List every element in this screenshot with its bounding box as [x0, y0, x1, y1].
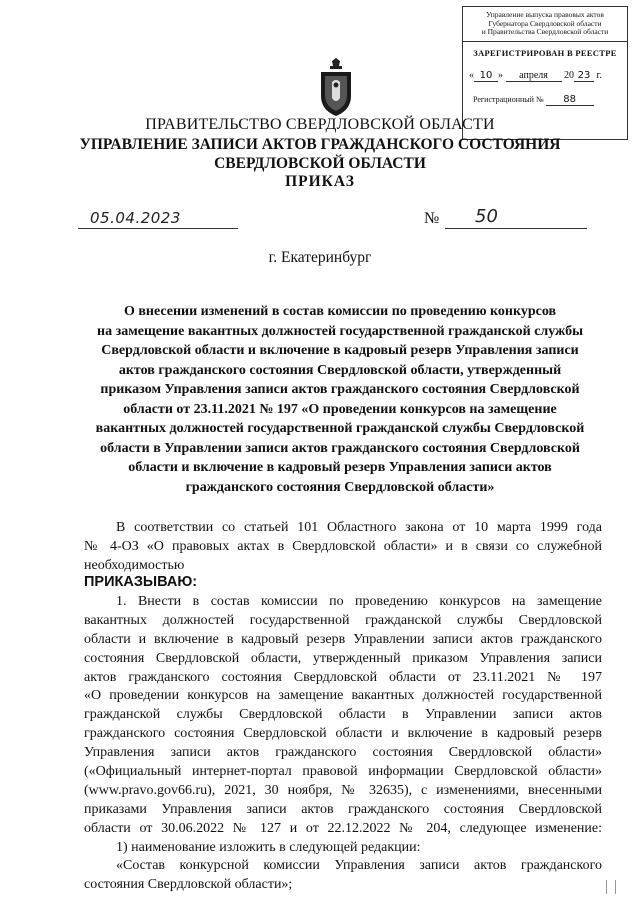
stamp-header-line: Губернатора Свердловской области	[488, 18, 602, 28]
stamp-day: 10	[474, 70, 498, 82]
item-line: («Официальный интернет-портал правовой информации Свердловской области»	[84, 764, 602, 780]
title-line: О внесении изменений в состав комиссии по проведению конкурсов	[123, 304, 557, 319]
title-line: на замещение вакантных должностей государственной гражданской службы	[97, 323, 583, 339]
title-line: Свердловской области и включение в кадровый резерв Управления записи	[101, 343, 579, 358]
item-line: гражданского состояния Свердловской области и включение в кадровый резерв	[84, 726, 602, 742]
stamp-reg-label: Регистрационный	[473, 94, 534, 104]
title-line: вакантных должностей государственной гражданской службы Свердловской	[95, 421, 585, 436]
stamp-header-line: Управление выпуска правовых актов	[486, 10, 604, 19]
handwritten-date: 05.04.2023	[90, 209, 181, 227]
title-line: актов гражданского состояния Свердловской области, утвержденный	[118, 362, 562, 378]
item-line: «О проведении конкурсов на замещение вакантных должностей государственной	[84, 688, 602, 704]
stamp-quote-open: «	[469, 69, 474, 81]
stamp-num-sign: №	[535, 94, 544, 104]
preamble-line: В соответствии со статьей 101 Областного закона от 10 марта 1999 года	[116, 520, 602, 535]
item-line: 1. Внести в состав комиссии по проведению конкурсов на замещение	[116, 594, 602, 609]
item-line: области и включение в кадровый резерв Управлении записи актов гражданского	[84, 631, 602, 647]
stamp-date	[463, 70, 627, 82]
stamp-registered-label: ЗАРЕГИСТРИРОВАН В РЕЕСТРЕ	[473, 47, 617, 58]
number-sign: №	[424, 210, 440, 227]
date-field	[78, 206, 238, 229]
page-edge-mark	[606, 880, 616, 894]
subitem-1: 1) наименование изложить в следующей редакции:	[116, 839, 421, 855]
quote-line: «Состав конкурсной комиссии Управления записи актов гражданского	[116, 858, 602, 874]
city: г. Екатеринбург	[268, 249, 372, 266]
title-line: гражданского состояния Свердловской области»	[185, 479, 495, 495]
stamp-year: 23	[574, 70, 594, 82]
title-line: области в Управлении записи актов гражданского состояния Свердловской	[100, 440, 580, 456]
department-name-line1: УПРАВЛЕНИЕ ЗАПИСИ АКТОВ ГРАЖДАНСКОГО СОСТОЯНИЯ	[79, 136, 561, 153]
document-type: ПРИКАЗ	[285, 173, 355, 190]
stamp-quote-close: »	[498, 69, 503, 81]
item-1	[84, 593, 602, 895]
preamble-line: необходимостью	[84, 557, 185, 573]
quote-line: состояния Свердловской области»;	[84, 877, 293, 893]
number-field	[445, 206, 587, 229]
stamp-header-line: и Правительства Свердловской области	[481, 27, 609, 36]
title-line: области от 23.11.2021 № 197 «О проведении конкурсов на замещение	[123, 401, 557, 417]
item-line: гражданской службы Свердловской области в Управлении записи актов	[84, 707, 602, 723]
item-line: актов гражданского состояния Свердловской области от 23.11.2021 № 197	[84, 669, 602, 685]
preamble	[84, 519, 602, 576]
stamp-registration-number	[463, 94, 627, 106]
title-line: области и включение в кадровый резерв Управления записи актов	[128, 460, 552, 475]
document-title	[70, 302, 610, 497]
stamp-year-prefix: 20	[564, 69, 574, 81]
stamp-reg-number: 88	[546, 94, 594, 106]
item-line: приказами Управления записи актов гражданского состояния Свердловской	[84, 801, 602, 817]
item-line: области от 30.06.2022 № 127 и от 22.12.2022 № 204, следующее изменение:	[84, 820, 602, 836]
department-name-line2: СВЕРДЛОВСКОЙ ОБЛАСТИ	[214, 155, 426, 172]
item-line: состояния Свердловской области, утвержденный приказом Управления записи	[84, 650, 602, 666]
stamp-month: апреля	[506, 70, 562, 82]
handwritten-number: 50	[475, 206, 498, 227]
stamp-year-abbr: г.	[596, 69, 602, 81]
title-line: приказом Управления записи актов гражданского состояния Свердловской	[100, 382, 580, 397]
preamble-line: № 4-ОЗ «О правовых актах в Свердловской области» и в связи со служебной	[84, 538, 602, 554]
item-line: Управления записи актов гражданского состояния Свердловской области»	[84, 745, 602, 761]
stamp-header	[463, 7, 627, 42]
item-line: вакантных должностей государственной гражданской службы Свердловской	[84, 612, 602, 628]
coat-of-arms-icon	[318, 58, 354, 118]
order-directive: ПРИКАЗЫВАЮ:	[84, 574, 198, 590]
item-line: (www.pravo.gov66.ru), 2021, 30 ноября, № 32635), с изменениями, внесенными	[84, 782, 602, 798]
government-name: ПРАВИТЕЛЬСТВО СВЕРДЛОВСКОЙ ОБЛАСТИ	[145, 116, 495, 133]
